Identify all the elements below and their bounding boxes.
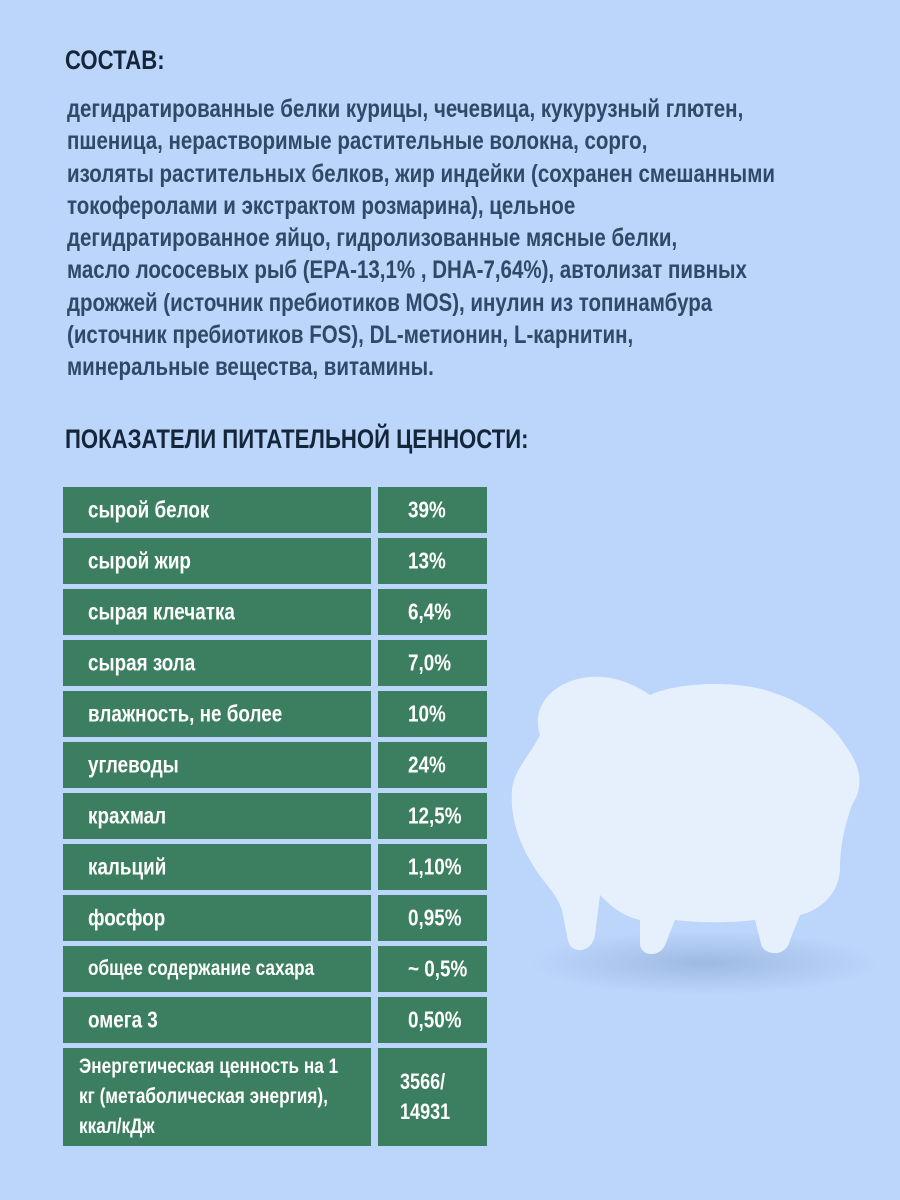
- nutrient-value-cell: [378, 997, 487, 1043]
- nutrient-label: кальций: [88, 853, 167, 880]
- nutrient-label-cell: [63, 589, 371, 635]
- nutrient-label: общее содержание сахара: [88, 957, 315, 980]
- nutrient-label-cell: [63, 640, 371, 686]
- nutrient-value: 6,4%: [408, 598, 451, 625]
- nutrient-label: омега 3: [88, 1006, 158, 1033]
- composition-line: масло лососевых рыб (EPA-13,1% , DHA-7,64%), автолизат пивных: [67, 256, 747, 285]
- nutrient-label: сырой белок: [88, 496, 210, 523]
- nutrient-value-cell: [378, 538, 487, 584]
- nutrient-value: 7,0%: [408, 649, 451, 676]
- nutrient-label: сырая клечатка: [88, 598, 235, 625]
- nutrient-label-cell: [63, 487, 371, 533]
- nutrient-value-cell: [378, 487, 487, 533]
- nutrient-value: 39%: [408, 496, 446, 523]
- nutrient-label-cell: [63, 946, 371, 992]
- composition-line: минеральные вещества, витамины.: [67, 353, 434, 382]
- nutrient-label-cell: [63, 844, 371, 890]
- nutrient-value-cell: [378, 844, 487, 890]
- nutrient-value-cell: [378, 793, 487, 839]
- nutrition-heading: ПОКАЗАТЕЛИ ПИТАТЕЛЬНОЙ ЦЕННОСТИ:: [65, 424, 529, 454]
- composition-line: изоляты растительных белков, жир индейки (сохранен смешанными: [67, 159, 775, 188]
- nutrient-label: Энергетическая ценность на 1 кг (метаболическая энергия), ккал/кДж: [79, 1055, 339, 1138]
- nutrient-label-cell: [63, 793, 371, 839]
- nutrient-label-cell: [63, 742, 371, 788]
- nutrient-label-cell: [63, 538, 371, 584]
- nutrient-value-cell: [378, 1048, 487, 1146]
- nutrient-label-cell: [63, 895, 371, 941]
- nutrient-value: 0,50%: [408, 1006, 462, 1033]
- nutrient-label: крахмал: [88, 802, 167, 829]
- nutrient-value: 10%: [408, 700, 446, 727]
- nutrient-label-cell: [63, 691, 371, 737]
- nutrient-value-cell: [378, 640, 487, 686]
- nutrient-label: влажность, не более: [88, 700, 283, 727]
- composition-line: дрожжей (источник пребиотиков MOS), инулин из топинамбура: [67, 288, 713, 317]
- nutrient-value-cell: [378, 895, 487, 941]
- nutrient-value-cell: [378, 589, 487, 635]
- nutrient-label-cell: [63, 997, 371, 1043]
- nutrient-value-cell: [378, 946, 487, 992]
- nutrient-label: сырая зола: [88, 649, 196, 676]
- composition-line: дегидратированные белки курицы, чечевица, кукурузный глютен,: [67, 95, 744, 123]
- nutrient-value-cell: [378, 691, 487, 737]
- nutrient-value-cell: [378, 742, 487, 788]
- nutrient-label: углеводы: [88, 751, 179, 778]
- nutrient-value: 24%: [408, 751, 446, 778]
- composition-line: пшеница, нерастворимые растительные волокна, сорго,: [67, 127, 648, 156]
- nutrient-value: 12,5%: [408, 802, 462, 829]
- composition-text: [67, 93, 887, 384]
- dog-silhouette-icon: [500, 665, 880, 1005]
- nutrient-label: сырой жир: [88, 547, 191, 574]
- nutrient-value: 1,10%: [408, 853, 462, 880]
- nutrient-value: 13%: [408, 547, 446, 574]
- composition-line: (источник пребиотиков FOS), DL-метионин, L-карнитин,: [67, 321, 634, 350]
- nutrient-label: фосфор: [88, 904, 166, 931]
- nutrient-value: ~ 0,5%: [408, 955, 468, 982]
- composition-line: дегидратированное яйцо, гидролизованные мясные белки,: [67, 224, 678, 253]
- composition-line: токоферолами и экстрактом розмарина), цельное: [67, 191, 576, 220]
- nutrient-value: 3566/ 14931: [400, 1069, 451, 1124]
- composition-heading: СОСТАВ:: [65, 45, 165, 75]
- nutrient-value: 0,95%: [408, 904, 462, 931]
- nutrient-label-cell: [63, 1048, 371, 1146]
